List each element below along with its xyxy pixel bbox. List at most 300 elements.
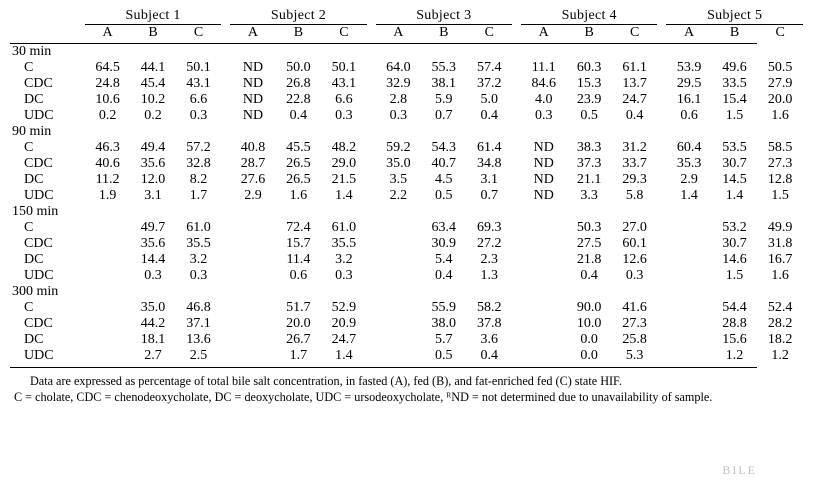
cell: 27.6	[240, 172, 266, 187]
cell: ND	[242, 76, 264, 91]
cell: 54.3	[431, 140, 457, 155]
row-label: DC	[24, 252, 44, 267]
cell: 52.9	[331, 300, 357, 315]
cell: 0.0	[580, 332, 598, 347]
cell: 1.6	[289, 188, 308, 203]
cell	[85, 268, 130, 284]
cell: 27.2	[477, 236, 502, 251]
state-header-5b: B	[729, 25, 740, 40]
cell: 1.6	[771, 108, 789, 123]
cell: 50.1	[186, 60, 211, 75]
cell: 3.2	[335, 252, 353, 267]
table-row	[10, 140, 803, 156]
table-row	[10, 236, 803, 252]
cell	[230, 220, 275, 236]
cell: 0.3	[335, 268, 353, 283]
cell: 3.5	[389, 172, 408, 187]
row-label: CDC	[24, 236, 53, 251]
cell: 28.8	[722, 316, 747, 331]
table-row	[10, 268, 803, 284]
cell: 18.2	[767, 332, 793, 347]
cell: 11.2	[95, 172, 120, 187]
row-label: C	[24, 220, 34, 235]
cell: 5.7	[435, 332, 453, 347]
cell: 0.4	[480, 108, 499, 123]
cell: 8.2	[189, 172, 208, 187]
spacer	[657, 25, 666, 42]
cell: 49.7	[140, 220, 166, 235]
cell: 4.5	[435, 172, 453, 187]
cell: 69.3	[477, 220, 502, 235]
cell	[230, 348, 275, 364]
cell: 46.8	[186, 300, 211, 315]
cell: 50.5	[767, 60, 793, 75]
spacer	[367, 25, 376, 42]
state-header-row	[10, 25, 803, 42]
table-row	[10, 316, 803, 332]
cell: 1.5	[771, 188, 789, 203]
spacer	[221, 25, 230, 42]
cell: 14.4	[140, 252, 166, 267]
cell: 52.4	[767, 300, 793, 315]
row-label: UDC	[24, 268, 54, 283]
row-label: CDC	[24, 156, 53, 171]
cell: 26.7	[286, 332, 311, 347]
cell: 3.1	[480, 172, 499, 187]
cell: 35.5	[331, 236, 357, 251]
cell: 50.1	[331, 60, 357, 75]
cell	[85, 236, 130, 252]
state-header-4c: C	[629, 25, 640, 40]
cell: ND	[242, 92, 264, 107]
cell: 1.7	[189, 188, 208, 203]
cell	[230, 268, 275, 284]
cell: 29.0	[331, 156, 357, 171]
cell: 61.4	[477, 140, 502, 155]
state-header-4a: A	[538, 25, 549, 40]
cell: 33.7	[622, 156, 647, 171]
cell	[376, 236, 421, 252]
cell: 2.8	[389, 92, 408, 107]
state-header-1b: B	[148, 25, 158, 40]
cell: 24.7	[331, 332, 357, 347]
cell: 1.4	[335, 348, 353, 363]
cell: 35.0	[140, 300, 166, 315]
cell: 25.8	[622, 332, 647, 347]
time-label-300: 300 min	[12, 284, 59, 299]
state-header-3b: B	[439, 25, 449, 40]
bile-salt-table	[10, 8, 803, 368]
cell: 16.1	[676, 92, 702, 107]
cell: 0.3	[625, 268, 644, 283]
cell	[666, 268, 711, 284]
subject-header-2: Subject 2	[230, 8, 366, 25]
subject-group-header-row	[10, 8, 803, 25]
state-header-3a: A	[393, 25, 404, 40]
cell: 0.3	[389, 108, 408, 123]
time-label-90: 90 min	[12, 124, 52, 139]
cell	[521, 236, 566, 252]
cell: 53.2	[722, 220, 747, 235]
state-header-5a: A	[684, 25, 695, 40]
cell: 5.9	[435, 92, 453, 107]
cell: 15.3	[576, 76, 602, 91]
cell: ND	[533, 188, 554, 203]
table-caption	[10, 374, 803, 405]
cell: 0.2	[98, 108, 117, 123]
table-row	[10, 108, 803, 124]
cell: 10.6	[95, 92, 120, 107]
cell: 49.9	[767, 220, 793, 235]
cell	[376, 220, 421, 236]
cell: 10.0	[576, 316, 602, 331]
cell: 2.7	[144, 348, 162, 363]
cell	[666, 236, 711, 252]
cell: 57.4	[477, 60, 502, 75]
cell: 46.3	[95, 140, 120, 155]
corner-cell	[10, 8, 85, 25]
cell: 26.5	[286, 156, 311, 171]
cell: 31.8	[767, 236, 793, 251]
cell	[666, 348, 711, 364]
cell	[521, 332, 566, 348]
cell: 14.6	[722, 252, 747, 267]
cell: 48.2	[331, 140, 357, 155]
cell: 5.3	[625, 348, 644, 363]
cell: 28.2	[767, 316, 793, 331]
cell: 21.1	[576, 172, 602, 187]
cell: 5.8	[625, 188, 644, 203]
cell: 84.6	[531, 76, 556, 91]
cell: 1.5	[725, 108, 744, 123]
row-label: CDC	[24, 316, 53, 331]
subject-header-4: Subject 4	[521, 8, 657, 25]
time-label-150: 150 min	[12, 204, 59, 219]
row-label: UDC	[24, 348, 54, 363]
state-header-2b: B	[293, 25, 304, 40]
cell: 0.4	[625, 108, 644, 123]
cell: 40.8	[240, 140, 266, 155]
cell: 13.7	[622, 76, 647, 91]
spacer	[512, 25, 521, 42]
cell: 29.3	[622, 172, 647, 187]
cell: 27.3	[767, 156, 793, 171]
cell	[376, 332, 421, 348]
cell: 50.3	[576, 220, 602, 235]
cell: 55.3	[431, 60, 457, 75]
cell: 2.5	[189, 348, 208, 363]
cell	[230, 236, 275, 252]
cell: 0.3	[335, 108, 353, 123]
cell: 0.6	[289, 268, 308, 283]
cell: 35.6	[140, 156, 166, 171]
row-label: DC	[24, 172, 44, 187]
cell: 0.5	[435, 348, 453, 363]
cell: 55.9	[431, 300, 457, 315]
cell: 22.8	[286, 92, 311, 107]
cell	[521, 252, 566, 268]
cell: 2.2	[389, 188, 408, 203]
time-section-header	[10, 284, 803, 300]
row-label: DC	[24, 92, 44, 107]
cell: 2.9	[244, 188, 262, 203]
subject-header-5: Subject 5	[666, 8, 803, 25]
cell: 30.7	[722, 236, 747, 251]
cell: 0.4	[580, 268, 598, 283]
cell	[666, 332, 711, 348]
cell: 11.4	[286, 252, 311, 267]
cell: 3.2	[189, 252, 208, 267]
cell: 0.3	[189, 108, 208, 123]
cell: 37.1	[186, 316, 211, 331]
cell	[230, 332, 275, 348]
bottom-rule	[10, 364, 803, 368]
cell: ND	[533, 156, 554, 171]
cell: 10.2	[140, 92, 166, 107]
cell: 15.7	[286, 236, 311, 251]
cell: 15.4	[722, 92, 747, 107]
cell: 2.9	[680, 172, 698, 187]
state-header-2a: A	[247, 25, 258, 40]
cell: 3.1	[144, 188, 162, 203]
subject-header-3: Subject 3	[376, 8, 512, 25]
cell: 1.2	[771, 348, 789, 363]
cell: 40.7	[431, 156, 457, 171]
cell: 58.5	[767, 140, 793, 155]
cell: 13.6	[186, 332, 211, 347]
cell: 30.7	[722, 156, 747, 171]
row-label: CDC	[24, 76, 53, 91]
spacer	[512, 8, 521, 25]
spacer	[221, 8, 230, 25]
cell: 0.5	[435, 188, 453, 203]
cell: ND	[242, 60, 264, 75]
state-header-4b: B	[584, 25, 594, 40]
cell: 45.4	[140, 76, 166, 91]
cell: ND	[242, 108, 264, 123]
cell: 44.2	[140, 316, 166, 331]
cell	[521, 300, 566, 316]
cell: 31.2	[622, 140, 647, 155]
cell: 54.4	[722, 300, 747, 315]
cell: 40.6	[95, 156, 120, 171]
state-header-3c: C	[484, 25, 494, 40]
cell: 58.2	[477, 300, 502, 315]
cell: 37.2	[477, 76, 502, 91]
cell	[85, 332, 130, 348]
table-row	[10, 332, 803, 348]
cell: 61.0	[331, 220, 357, 235]
time-section-header	[10, 44, 803, 61]
cell	[376, 348, 421, 364]
state-header-2c: C	[339, 25, 349, 40]
cell: 0.4	[480, 348, 499, 363]
cell: 3.3	[580, 188, 598, 203]
cell: 32.9	[386, 76, 411, 91]
cell: 23.9	[576, 92, 602, 107]
state-header-1c: C	[193, 25, 204, 40]
time-section-header	[10, 124, 803, 140]
cell	[521, 268, 566, 284]
cell: 35.3	[676, 156, 702, 171]
row-label: UDC	[24, 108, 54, 123]
cell: 2.3	[480, 252, 499, 267]
cell: 12.8	[767, 172, 793, 187]
cell: 0.7	[435, 108, 453, 123]
cell: 43.1	[331, 76, 357, 91]
cell: 49.6	[722, 60, 747, 75]
cell: 4.0	[534, 92, 553, 107]
cell	[376, 252, 421, 268]
row-label: C	[24, 300, 34, 315]
time-section-header	[10, 204, 803, 220]
cell: 0.3	[144, 268, 162, 283]
cell: ND	[533, 172, 554, 187]
table-row	[10, 220, 803, 236]
cell: 27.3	[622, 316, 647, 331]
cell	[666, 316, 711, 332]
cell	[666, 252, 711, 268]
cell: 28.7	[240, 156, 266, 171]
cell: 59.2	[386, 140, 411, 155]
cell: 60.4	[676, 140, 702, 155]
cell: 27.5	[576, 236, 602, 251]
table-row	[10, 60, 803, 76]
cell: 15.6	[722, 332, 747, 347]
cell	[85, 300, 130, 316]
cell: 1.4	[335, 188, 353, 203]
state-header-5c: C	[775, 25, 785, 40]
cell: 37.3	[576, 156, 602, 171]
spacer	[367, 8, 376, 25]
cell	[85, 252, 130, 268]
cell: 30.9	[431, 236, 457, 251]
cell	[230, 300, 275, 316]
row-label: UDC	[24, 188, 54, 203]
cell: 38.3	[576, 140, 602, 155]
cell: 11.1	[531, 60, 556, 75]
table-row	[10, 252, 803, 268]
cell: 1.9	[98, 188, 117, 203]
cell: 1.4	[725, 188, 744, 203]
cell: 0.3	[189, 268, 208, 283]
cell: 1.2	[725, 348, 744, 363]
cell: 16.7	[767, 252, 793, 267]
cell: 0.7	[480, 188, 499, 203]
cell	[521, 220, 566, 236]
table-row	[10, 172, 803, 188]
cell: 27.9	[767, 76, 793, 91]
table-row	[10, 76, 803, 92]
state-header-1a: A	[102, 25, 113, 40]
cell: 33.5	[722, 76, 747, 91]
corner-cell	[10, 25, 85, 42]
cell	[376, 268, 421, 284]
cell: 49.4	[140, 140, 166, 155]
spacer	[657, 8, 666, 25]
cell: 6.6	[335, 92, 353, 107]
cell: 0.5	[580, 108, 598, 123]
cell: 60.3	[576, 60, 602, 75]
row-label: C	[24, 140, 34, 155]
row-label: C	[24, 60, 34, 75]
cell: 51.7	[286, 300, 311, 315]
cell: 35.0	[386, 156, 411, 171]
table-row	[10, 300, 803, 316]
cell: 0.0	[580, 348, 598, 363]
cell	[666, 220, 711, 236]
cell: 18.1	[140, 332, 166, 347]
table-row	[10, 156, 803, 172]
cell: 6.6	[189, 92, 208, 107]
cell: 21.8	[576, 252, 602, 267]
watermark-text: BILE	[722, 463, 757, 477]
cell: 5.0	[480, 92, 499, 107]
cell: 35.6	[140, 236, 166, 251]
cell: 0.4	[289, 108, 308, 123]
cell: 37.8	[477, 316, 502, 331]
cell: 1.4	[680, 188, 698, 203]
cell: 34.8	[477, 156, 502, 171]
cell	[230, 316, 275, 332]
cell: 29.5	[676, 76, 702, 91]
cell	[521, 348, 566, 364]
cell: 50.0	[286, 60, 311, 75]
cell: 44.1	[140, 60, 166, 75]
time-label-30: 30 min	[12, 44, 52, 59]
cell: 1.6	[771, 268, 789, 283]
cell: 20.0	[767, 92, 793, 107]
cell: 12.6	[622, 252, 647, 267]
cell	[666, 300, 711, 316]
cell: ND	[533, 140, 554, 155]
cell: 14.5	[722, 172, 747, 187]
cell	[230, 252, 275, 268]
cell	[85, 316, 130, 332]
cell: 0.4	[435, 268, 453, 283]
cell: 0.3	[534, 108, 553, 123]
cell: 41.6	[622, 300, 647, 315]
cell: 1.7	[289, 348, 308, 363]
cell: 21.5	[331, 172, 357, 187]
cell: 38.0	[431, 316, 457, 331]
cell: 20.0	[286, 316, 311, 331]
caption-line-2: C = cholate, CDC = chenodeoxycholate, DC = deoxycholate, UDC = ursodeoxycholate, ᴿND = not determined due to unavailability of	[14, 389, 672, 404]
row-label: DC	[24, 332, 44, 347]
cell: 53.5	[722, 140, 747, 155]
table-row	[10, 348, 803, 364]
cell: 24.8	[95, 76, 120, 91]
cell: 24.7	[622, 92, 647, 107]
cell: 3.6	[480, 332, 499, 347]
cell: 0.2	[144, 108, 162, 123]
cell: 27.0	[622, 220, 647, 235]
cell: 5.4	[435, 252, 453, 267]
table-row	[10, 92, 803, 108]
cell: 63.4	[431, 220, 457, 235]
cell	[376, 316, 421, 332]
cell: 64.5	[95, 60, 120, 75]
cell: 57.2	[186, 140, 211, 155]
cell	[376, 300, 421, 316]
cell: 1.5	[725, 268, 744, 283]
cell: 26.5	[286, 172, 311, 187]
cell: 64.0	[386, 60, 411, 75]
table-row	[10, 188, 803, 204]
caption-line-3: sample.	[674, 389, 713, 404]
cell: 90.0	[576, 300, 602, 315]
cell: 0.6	[680, 108, 698, 123]
